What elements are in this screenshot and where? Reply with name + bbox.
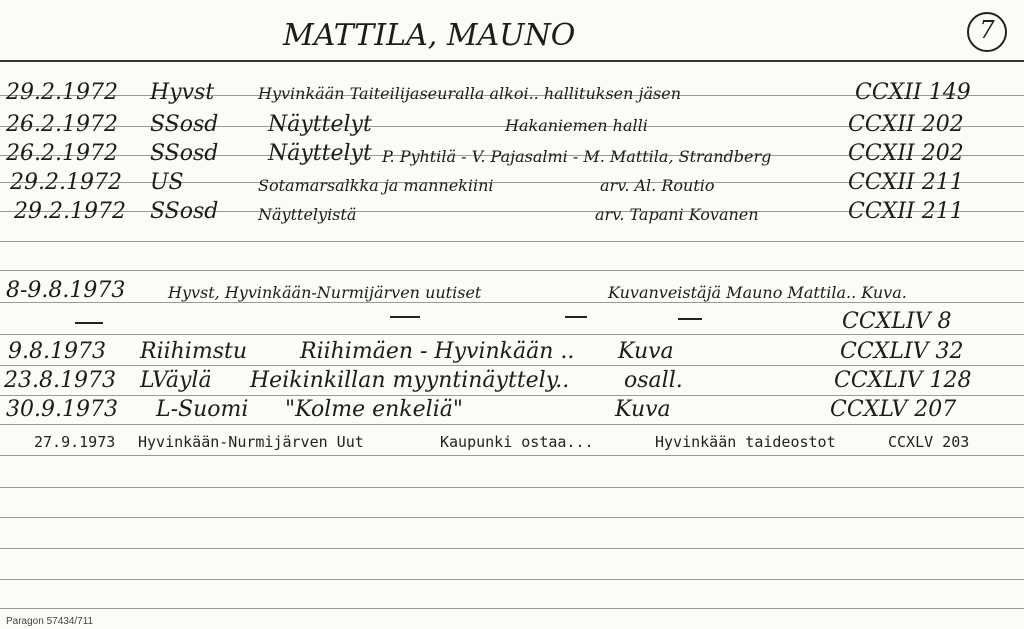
entry-text: "Kolme enkeliä": [285, 397, 463, 422]
entry-source: SSosd: [150, 112, 219, 137]
entry-text-2: osall.: [624, 368, 683, 393]
entry-text-2: arv. Al. Routio: [600, 176, 715, 195]
entry-text: Näyttelyt: [268, 112, 372, 137]
card-footer: Paragon 57434/711: [6, 616, 94, 627]
entry-date: 23.8.1973: [4, 368, 116, 393]
ditto-dash: [565, 316, 587, 318]
entry-source: Hyvst, Hyvinkään-Nurmijärven uutiset: [168, 283, 482, 302]
entry-date: 26.2.1972: [6, 141, 118, 166]
entry-source: Riihimstu: [140, 339, 248, 364]
entry-text-2: P. Pyhtilä - V. Pajasalmi - M. Mattila, Strandberg: [382, 147, 772, 166]
entry-source: SSosd: [150, 141, 219, 166]
entry-text: Kuvanveistäjä Mauno Mattila.. Kuva.: [608, 283, 907, 302]
entry-date: 26.2.1972: [6, 112, 118, 137]
entry-ref: CCXLIV 8: [842, 309, 952, 334]
entry-date: 9.8.1973: [8, 339, 106, 364]
entry-ref: CCXII 211: [848, 170, 964, 195]
typed-entry-ref: CCXLV 203: [888, 433, 970, 451]
entry-ref: CCXLV 207: [830, 397, 957, 422]
ditto-dash: [75, 322, 103, 324]
entry-date: 29.2.1972: [14, 199, 126, 224]
entry-date: 8-9.8.1973: [6, 278, 126, 303]
card-number: 7: [979, 16, 995, 44]
entry-text-2: Kuva: [615, 397, 671, 422]
ruled-line: [0, 548, 1024, 549]
entry-text-2: arv. Tapani Kovanen: [595, 205, 759, 224]
ruled-line: [0, 455, 1024, 456]
card-title: MATTILA, MAUNO: [283, 18, 576, 53]
entry-ref: CCXII 202: [848, 112, 964, 137]
entry-date: 30.9.1973: [6, 397, 118, 422]
entry-text: Näyttelyistä: [258, 205, 357, 224]
ruled-line: [0, 517, 1024, 518]
card-number-badge: [967, 12, 1007, 52]
entry-source: L-Suomi: [156, 397, 249, 422]
typed-entry-text: Kaupunki ostaa...: [440, 433, 594, 451]
entry-ref: CCXLIV 128: [834, 368, 972, 393]
entry-text: Sotamarsalkka ja mannekiini: [258, 176, 494, 195]
entry-text: Heikinkillan myyntinäyttely..: [250, 368, 570, 393]
entry-text-2: Kuva: [618, 339, 674, 364]
entry-ref: CCXII 149: [855, 80, 971, 105]
ruled-line: [0, 608, 1024, 609]
entry-text: Hyvinkään Taiteilijaseuralla alkoi.. hallituksen jäsen: [258, 84, 682, 103]
entry-source: Hyvst: [150, 80, 215, 105]
ruled-line: [0, 334, 1024, 335]
ruled-line: [0, 241, 1024, 242]
typed-entry-date: 27.9.1973: [34, 433, 116, 451]
entry-text: Näyttelyt: [268, 141, 372, 166]
entry-ref: CCXLIV 32: [840, 339, 964, 364]
entry-text: Riihimäen - Hyvinkään ..: [300, 339, 575, 364]
entry-source: SSosd: [150, 199, 219, 224]
entry-date: 29.2.1972: [10, 170, 122, 195]
entry-ref: CCXII 211: [848, 199, 964, 224]
entry-source: US: [150, 170, 184, 195]
entry-date: 29.2.1972: [6, 80, 118, 105]
ditto-dash: [390, 316, 420, 318]
ruled-line: [0, 302, 1024, 303]
ruled-line: [0, 487, 1024, 488]
entry-source: LVäylä: [140, 368, 212, 393]
ditto-dash: [678, 318, 702, 320]
entry-text-2: Hakaniemen halli: [505, 116, 648, 135]
ruled-line: [0, 424, 1024, 425]
header-rule: [0, 60, 1024, 62]
typed-entry-source: Hyvinkään-Nurmijärven Uut: [138, 433, 364, 451]
typed-entry-text-2: Hyvinkään taideostot: [655, 433, 836, 451]
ruled-line: [0, 365, 1024, 366]
entry-ref: CCXII 202: [848, 141, 964, 166]
ruled-line: [0, 270, 1024, 271]
ruled-line: [0, 395, 1024, 396]
ruled-line: [0, 579, 1024, 580]
